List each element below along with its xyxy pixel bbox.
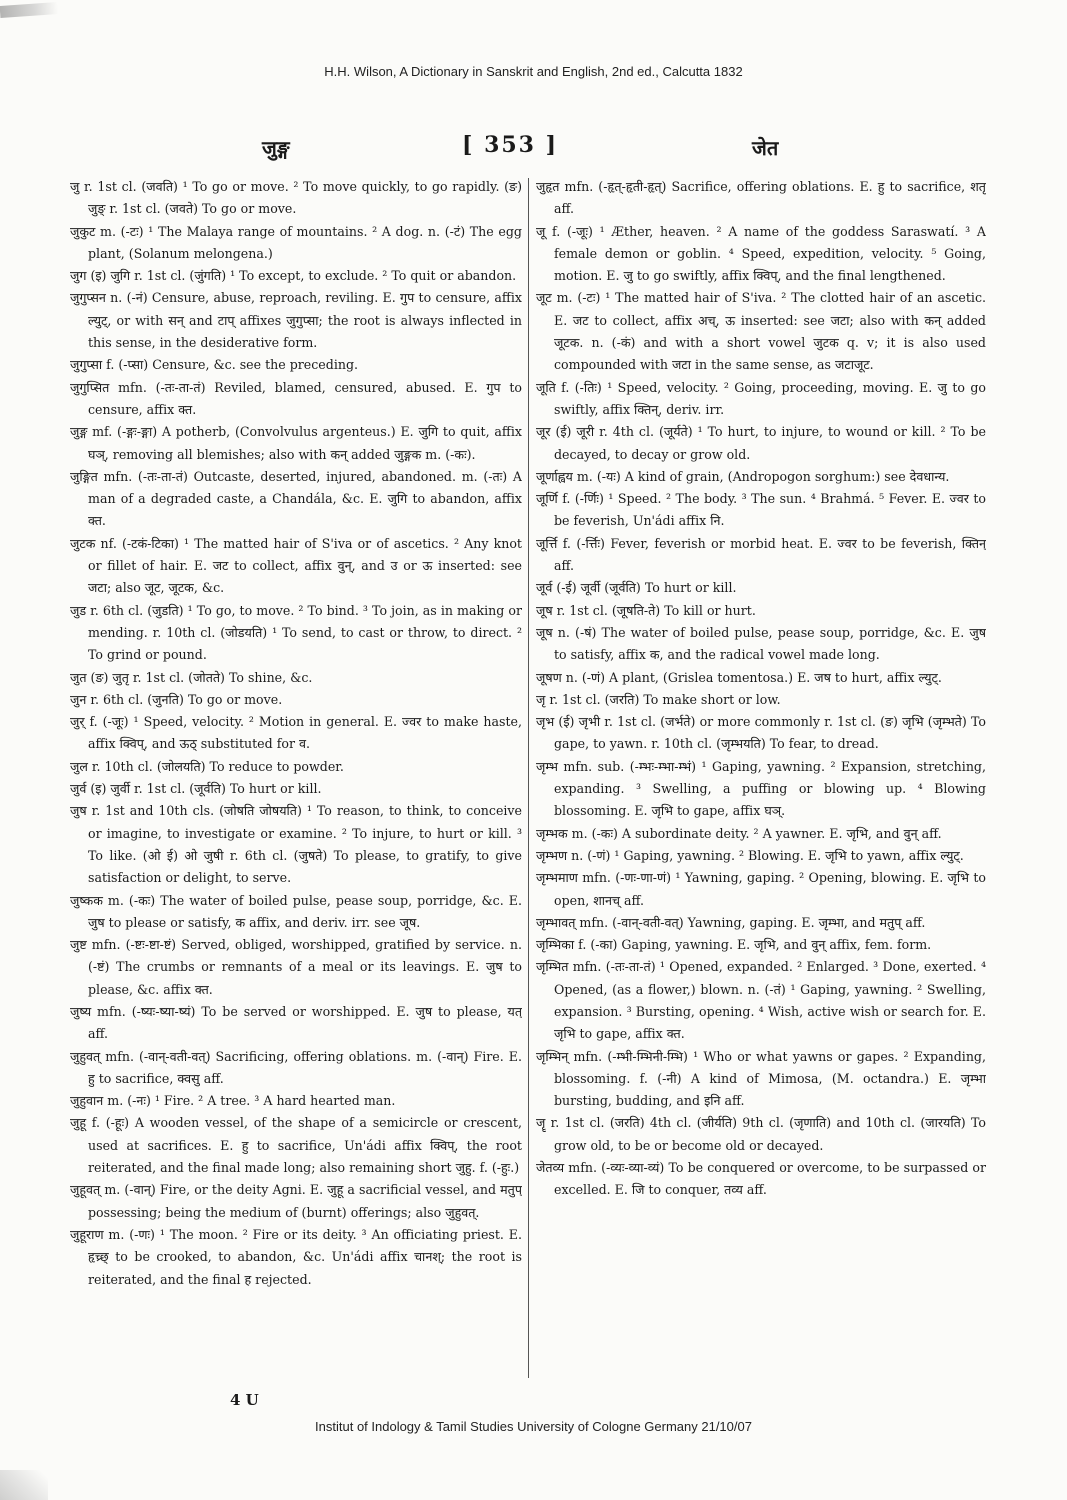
dictionary-entry: जूषण n. (-णं) A plant, (Grislea tomentosa.) E. जष to hurt, affix ल्युट्. xyxy=(536,669,942,685)
dictionary-entry: जुङ्गित mfn. (-तः-ता-तं) Outcaste, deserted, injured, abandoned. m. (-तः) A man of a degraded caste, a Chandála, &c. E. जुगि to abandon, affix क्त. xyxy=(70,468,522,529)
dictionary-entry: जूति f. (-तिः) ¹ Speed, velocity. ² Going, proceeding, moving. E. जु to go swiftly, affix क्तिन्, deriv. irr. xyxy=(536,379,986,417)
dictionary-entry: जुटक nf. (-टकं-टिका) ¹ The matted hair of S'iva or of ascetics. ² Any knot or fillet of hair. E. जट to collect, affix वुन्, and उ or ऊ inserted: see जटा; also जूट, जूटक, &c. xyxy=(70,535,522,596)
dictionary-entry: जुकुट m. (-टः) ¹ The Malaya range of mountains. ² A dog. n. (-टं) The egg plant, (Solanum melongena.) xyxy=(70,223,522,261)
dictionary-entry: जृभ (ई) जृभी r. 1st cl. (जर्भते) or more commonly r. 1st cl. (ङ) जृभि (जृम्भते) To gape, to yawn. r. 10th cl. (जृम्भयति) To fear, to dread. xyxy=(536,714,986,752)
dictionary-entry: जूर्त्ति f. (-र्त्तिः) Fever, feverish or morbid heat. E. ज्वर to be feverish, क्तिन् aff. xyxy=(536,535,986,574)
dictionary-entry: जृम्भावत् mfn. (-वान्-वती-वत्) Yawning, gaping. E. जृम्भा, and मतुप् aff. xyxy=(536,914,926,930)
dictionary-entry: जृ r. 1st cl. (जरति) To make short or low. xyxy=(536,691,781,707)
dictionary-entry: जुगुप्सा f. (-प्सा) Censure, &c. see the preceding. xyxy=(70,357,359,373)
dictionary-entry: जु r. 1st cl. (जवति) ¹ To go or move. ² To move quickly, to go rapidly. (ङ) जुङ् r. 1st cl. (जवते) To go or move. xyxy=(70,179,522,217)
left-column xyxy=(70,176,522,1291)
dictionary-entry: जुगुप्सित mfn. (-तः-ता-तं) Reviled, blamed, censured, abused. E. गुप to censure, affix क्त. xyxy=(70,379,522,417)
dictionary-entry: जूष r. 1st cl. (जूषति-ते) To kill or hurt. xyxy=(536,602,756,618)
dictionary-entry: जूर (ई) जूरी r. 4th cl. (जूर्यते) ¹ To hurt, to injure, to wound or kill. ² To be decayed, to decay or grow old. xyxy=(536,424,986,462)
dictionary-entry: जुल r. 10th cl. (जोलयति) To reduce to powder. xyxy=(70,758,344,774)
dictionary-entry: जृम्भित mfn. (-तः-ता-तं) ¹ Opened, expanded. ² Enlarged. ³ Done, exerted. ⁴ Opened, (as a flower,) blown. n. (-तं) ¹ Gaping, yawning. ² Swelling, expansion. ³ Bursting, opening. ⁴ Wish, active wish or search for. E. जृभि to gape, affix क्त. xyxy=(536,959,986,1042)
dictionary-entry: जुष्य mfn. (-ष्यः-ष्या-ष्यं) To be served or worshipped. E. जुष to please, यत् aff. xyxy=(70,1003,522,1042)
dictionary-entry: जुड r. 6th cl. (जुडति) ¹ To go, to move. ² To bind. ³ To join, as in making or mending. r. 10th cl. (जोडयति) ¹ To send, to cast or throw, to direct. ² To grind or pound. xyxy=(70,602,522,663)
footer-credit: Institut of Indology & Tamil Studies University of Cologne Germany 21/10/07 xyxy=(315,1419,752,1434)
dictionary-entry: जृम्भिका f. (-का) Gaping, yawning. E. जृभि, and वुन् affix, fem. form. xyxy=(536,937,932,953)
signature-mark: 4 U xyxy=(230,1391,259,1409)
dictionary-entry: जुर् f. (-जूः) ¹ Speed, velocity. ² Motion in general. E. ज्वर to make haste, affix क्विप्, and ऊठ् substituted for व. xyxy=(70,714,522,752)
running-head-right: जेत xyxy=(752,136,779,160)
dictionary-entry: जृम्भ mfn. sub. (-म्भः-म्भा-म्भं) ¹ Gaping, yawning. ² Expansion, stretching, expanding. ³ Swelling, a puffing or blowing up. ⁴ Blowing blossoming. E. जृभि to gape, affix घञ्. xyxy=(536,758,986,819)
dictionary-entry: जुङ्ग mf. (-ङ्गः-ङ्गा) A potherb, (Convolvulus argenteus.) E. जुगि to quit, affix घञ्, removing all blemishes; also with कन् added जुङ्गक m. (-कः). xyxy=(70,424,522,462)
right-column xyxy=(536,176,986,1202)
column-divider xyxy=(528,178,529,1378)
running-head-left: जुङ्ग xyxy=(262,136,290,160)
dictionary-entry: जृम्भमाण mfn. (-णः-णा-णं) ¹ Yawning, gaping. ² Opening, blowing. E. जृभि to open, शानच् aff. xyxy=(536,870,986,908)
dictionary-entry: जूर्णाह्वय m. (-यः) A kind of grain, (Andropogon sorghum:) see देवधान्य. xyxy=(536,468,950,484)
dictionary-entry: जुहृत mfn. (-हृत्-हृती-हृत्) Sacrifice, offering oblations. E. हु to sacrifice, शतृ aff. xyxy=(536,179,986,217)
dictionary-entry: जृम्भण n. (-णं) ¹ Gaping, yawning. ² Blowing. E. जृभि to yawn, affix ल्युट्. xyxy=(536,847,964,863)
dictionary-entry: जुत (ङ) जुतृ r. 1st cl. (जोतते) To shine, &c. xyxy=(70,669,313,685)
dictionary-entry: जुष r. 1st and 10th cls. (जोषति जोषयति) ¹ To reason, to think, to conceive or imagine, to investigate or examine. ² To injure, to hurt or kill. ³ To like. (ओ ई) ओ जुषी r. 6th cl. (जुषते) To please, to gratify, to give satisfaction or delight, to serve. xyxy=(70,803,522,886)
dictionary-entry: जुर्व (इ) जुर्वी r. 1st cl. (जूर्वति) To hurt or kill. xyxy=(70,781,322,797)
dictionary-entry: जुगुप्सन n. (-नं) Censure, abuse, reproach, reviling. E. गुप to censure, affix ल्युट्, or with सन् and टाप् affixes जुगुप्सा; the root is always inflected in this sense, in the desiderative form. xyxy=(70,290,522,351)
dictionary-entry: जृम्भक m. (-कः) A subordinate deity. ² A yawner. E. जृभि, and वुन् aff. xyxy=(536,825,942,841)
dictionary-entry: जुहू f. (-हूः) A wooden vessel, of the shape of a semicircle or crescent, used at sacrifices. E. हु to sacrifice, Un'ádi affix क्विप्, the root reiterated, and the final made long; also remaining short जुहु. f. (-हुः.) xyxy=(70,1115,522,1176)
dictionary-entry: जूट m. (-टः) ¹ The matted hair of S'iva. ² The clotted hair of an ascetic. E. जट to collect, affix अच्, ऊ inserted: see जटा; also with कन् added जूटक. n. (-कं) and with a short vowel जुटक q. v; it is also used compounded with जटा in the same sense, as जटाजूट. xyxy=(536,290,986,373)
dictionary-entry: जॄ r. 1st cl. (जरति) 4th cl. (जीर्यति) 9th cl. (जृणाति) and 10th cl. (जारयति) To grow old, to be or become old or decayed. xyxy=(536,1115,986,1153)
scan-artifact xyxy=(0,1470,48,1500)
dictionary-entry: जृम्भिन् mfn. (-म्भी-म्भिनी-म्भि) ¹ Who or what yawns or gapes. ² Expanding, blossoming. f. (-नी) A kind of Mimosa, (M. octandra.) E. जृम्भा bursting, budding, and इनि aff. xyxy=(536,1048,986,1109)
dictionary-entry: जुहूराण m. (-णः) ¹ The moon. ² Fire or its deity. ³ An officiating priest. E. हृच्र्छ् to be crooked, to abandon, &c. Un'ádi affix चानश्; the root is reiterated, and the final ह rejected. xyxy=(70,1226,522,1287)
page-number: [ 353 ] xyxy=(462,132,559,158)
dictionary-entry: जुहूवत् m. (-वान्) Fire, or the deity Agni. E. जुहू a sacrificial vessel, and मतुप् possessing; being the medium of (burnt) offerings; also जुहुवत्. xyxy=(70,1182,522,1220)
dictionary-entry: जुहुवान m. (-नः) ¹ Fire. ² A tree. ³ A hard hearted man. xyxy=(70,1093,396,1109)
dictionary-entry: जूष n. (-षं) The water of boiled pulse, pease soup, porridge, &c. E. जुष to satisfy, affix क, and the radical vowel made long. xyxy=(536,624,986,663)
dictionary-entry: जुन r. 6th cl. (जुनति) To go or move. xyxy=(70,691,283,707)
source-citation: H.H. Wilson, A Dictionary in Sanskrit and English, 2nd ed., Calcutta 1832 xyxy=(324,64,743,79)
dictionary-entry: जेतव्य mfn. (-व्यः-व्या-व्यं) To be conquered or overcome, to be surpassed or excelled. E. जि to conquer, तव्य aff. xyxy=(536,1160,986,1198)
dictionary-entry: जूर्व (-ई) जूर्वी (जूर्वति) To hurt or kill. xyxy=(536,580,737,596)
dictionary-entry: जुष्कक m. (-कः) The water of boiled pulse, pease soup, porridge, &c. E. जुष to please or satisfy, क affix, and deriv. irr. see जूष. xyxy=(70,892,522,930)
dictionary-entry: जुहुवत् mfn. (-वान्-वती-वत्) Sacrificing, offering oblations. m. (-वान्) Fire. E. हु to sacrifice, क्वसु aff. xyxy=(70,1048,522,1086)
dictionary-entry: जुष्ट mfn. (-ष्टः-ष्टा-ष्टं) Served, obliged, worshipped, gratified by service. n. (-ष्टं) The crumbs or remnants of a meal or its leavings. E. जुष to please, &c. affix क्त. xyxy=(70,937,522,997)
dictionary-entry: जुग (इ) जुगि r. 1st cl. (जुंगति) ¹ To except, to exclude. ² To quit or abandon. xyxy=(70,268,517,284)
running-head xyxy=(0,134,1067,166)
dictionary-entry: जूर्णि f. (-र्णिः) ¹ Speed. ² The body. ³ The sun. ⁴ Brahmá. ⁵ Fever. E. ज्वर to be feverish, Un'ádi affix नि. xyxy=(536,491,986,529)
dictionary-entry: जू f. (-जूः) ¹ Æther, heaven. ² A name of the goddess Saraswatí. ³ A female demon or goblin. ⁴ Speed, expedition, velocity. ⁵ Going, motion. E. जु to go swiftly, affix क्विप्, and the final lengthened. xyxy=(536,223,986,284)
scan-artifact xyxy=(0,2,58,18)
